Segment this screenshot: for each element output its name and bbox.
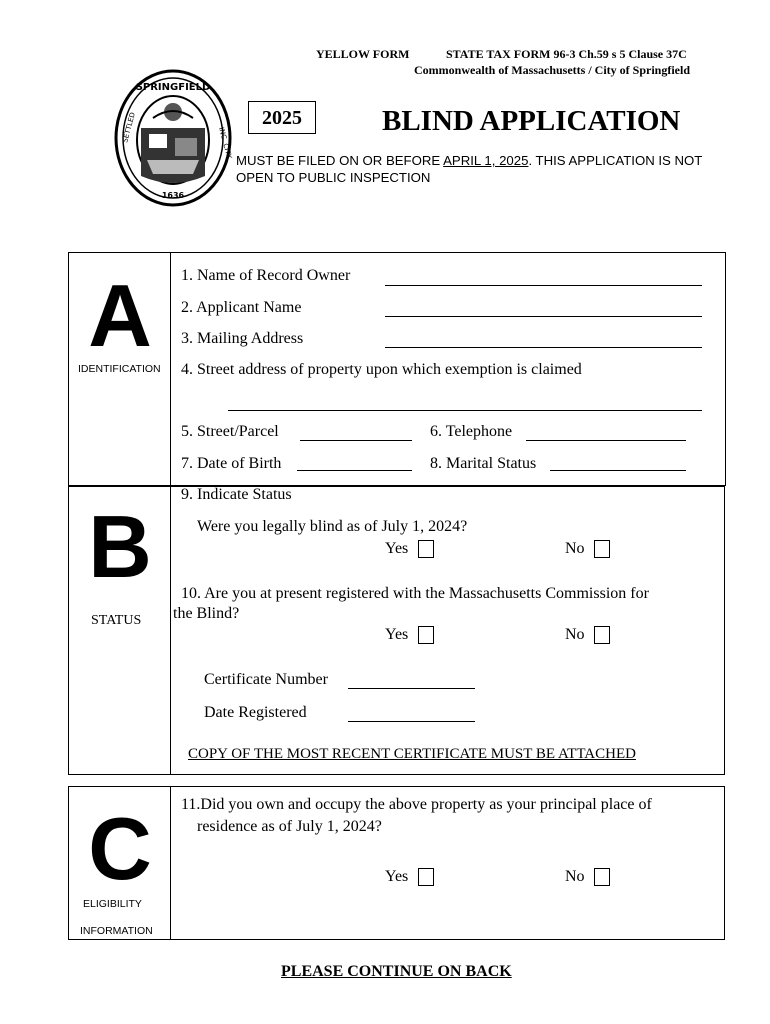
certificate-attachment-note: COPY OF THE MOST RECENT CERTIFICATE MUST BE ATTACHED	[188, 746, 636, 762]
q1-label: 1. Name of Record Owner	[181, 267, 351, 284]
filing-deadline: APRIL 1, 2025	[443, 153, 529, 168]
q11-label-line2: residence as of July 1, 2024?	[197, 818, 382, 835]
form-id: STATE TAX FORM 96-3 Ch.59 s 5 Clause 37C	[446, 47, 687, 61]
street-parcel-field[interactable]	[300, 440, 412, 441]
q5-label: 5. Street/Parcel	[181, 423, 279, 440]
q8-label: 8. Marital Status	[430, 455, 537, 472]
q2-label: 2. Applicant Name	[181, 299, 302, 316]
section-c-label-eligibility: ELIGIBILITY	[83, 898, 142, 910]
seal-text-left: SETTLED	[121, 111, 137, 144]
seal-date: 1636	[161, 191, 185, 200]
q10-yes-label: Yes	[385, 626, 409, 643]
q7-label: 7. Date of Birth	[181, 455, 282, 472]
q4-label: 4. Street address of property upon which exemption is claimed	[181, 361, 582, 378]
q9-yes-checkbox[interactable]	[418, 540, 434, 558]
q9-no-label: No	[565, 540, 585, 557]
seal-text-top: SPRINGFIELD	[135, 82, 211, 93]
applicant-name-field[interactable]	[385, 316, 702, 317]
q10-no-checkbox[interactable]	[594, 626, 610, 644]
section-b-letter: B	[88, 497, 152, 596]
date-registered-field[interactable]	[348, 721, 475, 722]
q9-question: Were you legally blind as of July 1, 2024?	[197, 518, 468, 535]
jurisdiction: Commonwealth of Massachusetts / City of Springfield	[414, 63, 690, 77]
certificate-number-field[interactable]	[348, 688, 475, 689]
filing-notice: MUST BE FILED ON OR BEFORE APRIL 1, 2025. THIS APPLICATION IS NOT OPEN TO PUBLIC INSPECTION	[236, 153, 703, 185]
q9-yes-label: Yes	[385, 540, 409, 557]
q6-label: 6. Telephone	[430, 423, 513, 440]
property-address-field[interactable]	[228, 410, 702, 411]
q11-label-line1: 11.Did you own and occupy the above property as your principal place of	[181, 796, 652, 813]
q11-yes-checkbox[interactable]	[418, 868, 434, 886]
marital-status-field[interactable]	[550, 470, 686, 471]
section-a-divider	[170, 252, 171, 486]
section-c-letter: C	[88, 799, 152, 898]
record-owner-field[interactable]	[385, 285, 702, 286]
seal-text-right: INC. CITY	[217, 126, 233, 160]
section-a-letter: A	[88, 266, 152, 365]
q9-no-checkbox[interactable]	[594, 540, 610, 558]
form-color-label: YELLOW FORM	[316, 47, 410, 61]
date-of-birth-field[interactable]	[297, 470, 412, 471]
section-b-divider	[170, 486, 171, 775]
q9-label: 9. Indicate Status	[181, 486, 292, 503]
section-a-label: IDENTIFICATION	[78, 363, 161, 375]
form-title: BLIND APPLICATION	[382, 105, 681, 137]
form-year-box: 2025	[248, 101, 316, 134]
q11-yes-label: Yes	[385, 868, 409, 885]
continue-on-back-note: PLEASE CONTINUE ON BACK	[281, 963, 512, 980]
section-c-divider	[170, 786, 171, 940]
q3-label: 3. Mailing Address	[181, 330, 304, 347]
section-c-label-information: INFORMATION	[80, 925, 153, 937]
q10-yes-checkbox[interactable]	[418, 626, 434, 644]
q11-no-checkbox[interactable]	[594, 868, 610, 886]
city-seal-icon	[113, 68, 233, 208]
certificate-number-label: Certificate Number	[204, 671, 328, 688]
mailing-address-field[interactable]	[385, 347, 702, 348]
telephone-field[interactable]	[526, 440, 686, 441]
section-b-label: STATUS	[91, 613, 142, 628]
q10-no-label: No	[565, 626, 585, 643]
q10-label-line1: 10. Are you at present registered with the Massachusetts Commission for	[181, 585, 649, 602]
q10-label-line2: the Blind?	[173, 605, 240, 622]
q11-no-label: No	[565, 868, 585, 885]
date-registered-label: Date Registered	[204, 704, 307, 721]
